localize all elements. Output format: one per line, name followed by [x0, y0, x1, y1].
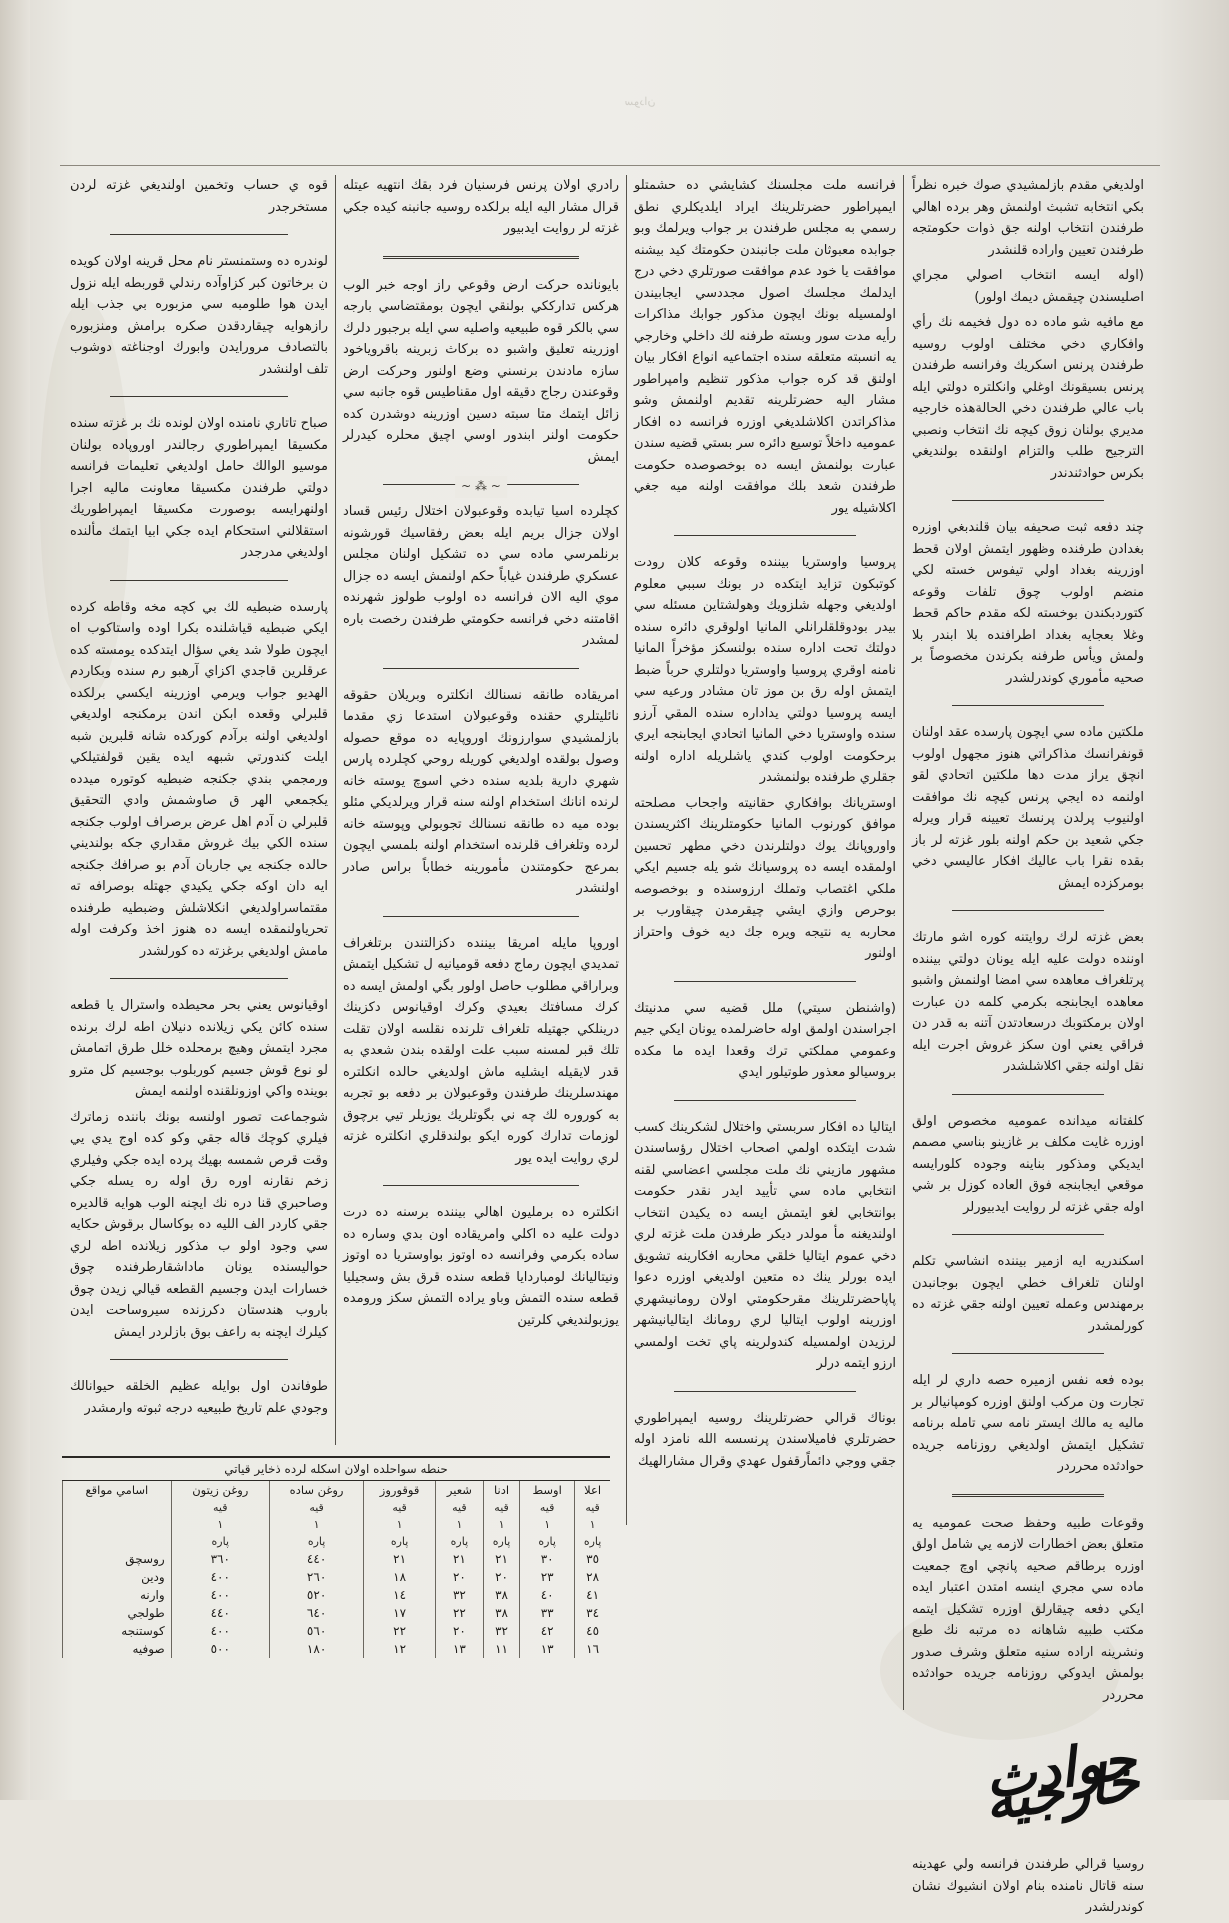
article-paragraph: فرانسه ملت مجلسنك كشايشي ده حشمتلو ايمپراطور حضرتلرينك ايراد ايلديكلري نطق رسمي به مجلس طرفندن بر جواب ويرلمك وبو جوابده معبوثان ملت جانبندن حكومتك كيد بيشنه موافقت يا خود عدم موافقت صورتلري دخي درج ايدلمك مجلسك اصول مجددسي ايجابيندن اولمسيله بونك ايچون مذكور جوابك مذاكرات رأيه مدت سور وبسته طرفنه لك داخلي وخارجي يه انسبته متعلقه سنده اجتماعيه انواع افكار بيان اولنق قد كره جواب مذكور تنظيم وامپراطور مشار اليه حضرتلرينه تقديم اولنمش وشو مذاكراتدن اكلاشلديغي اوزره فرانسه ده افكار عموميه داخلاً توسيع دائره سر بستي قضيه سندن عبارت بولنمش ايسه ده بوخصوصده حكومت طرفندن شعد بلك موافقت اولنه ميه جغي اكلاشيله يور [634, 178, 896, 516]
table-header: شعير [435, 1481, 483, 1499]
table-cell: ١٦ [575, 1640, 610, 1658]
table-cell: پاره [364, 1533, 436, 1550]
section-divider [110, 580, 288, 581]
article-paragraph: اوستريانك بوافكاري حقانيته واجحاب مصلحته موافق كورنوب المانيا حكومتلرينك اكثريسندن واوروپانك يوك دولتلرندن دخي مطهر تحسين اولمقده ايسه ده پروسيانك شو يله جسيم ايكي ملكي اغتصاب وتملك ارزوسنده و بوخصوصه بوحرص وازي ايشي چيقرمدن چيقاورب بر محاربه يه نتيجه ويره جك ديه خوف واحتراز اولنور [634, 795, 896, 961]
article-paragraph: صباح تاتاري نامنده اولان لونده نك بر غزته سنده مكسيقا ايمپراطوري رجالندر اوروپاده بولنان موسيو الوالك حامل اولديغي تعليمات فرانسه دولتي طرفندن مكسيقا معاونت ماليه اجرا اولنهرايسه بوصورت مكسيقا ايمپراطوريك استقلالني استحكام ايده جكي ابيا ايتمك مألنده اولديغي مدرجدر [70, 416, 328, 560]
column-rule [626, 175, 627, 1525]
section-divider [383, 668, 579, 669]
column-rule [903, 175, 904, 1710]
article-paragraph: بايونانده حركت ارض وقوعي راز اوجه خبر الوب هركس تدارككي بولنقي ايچون بومقتضاسي بارجه سي بالكر قوه طبيعيه واصليه سي ايله برجبور دلرك اوزرينه تعليق واشبو ده بركاث زبرينه باقروياخود سازه مادندن برنسني وضع اولنور وحركت ارض وقوعندن رجاج دقيقه اول مقناطيس قوه جانبه سي زائل ايتمك متا سبته دسين اوزرينه دوشدرن كده حكومت اولنر ابندور اوسي اچيق محلره كيدرلر ايمش [343, 277, 619, 465]
section-divider [952, 1234, 1104, 1235]
table-cell: قيه [483, 1499, 519, 1516]
table-cell: قيه [269, 1499, 363, 1516]
table-unit-row [63, 1499, 611, 1516]
table-header: اوسط [520, 1481, 575, 1499]
article-paragraph: كلفتانه ميدانده عموميه مخصوص اولق اوزره غايت مكلف بر غازينو بناسي مصمم ايديكي ومذكور بناينه وجوده كلورايسه موقعي ايجابنجه فوق العاده كوزل بر شي اوله جقي غزته لر روايت ايدبيورلر [912, 1113, 1144, 1215]
table-cell: ٤٠٠ [171, 1568, 269, 1586]
article-paragraph: مع مافيه شو ماده ده دول فخيمه نك رأي وافكاري دخي مختلف اولوب روسيه طرفندن پرنس اسكريك وفرانسه طرفندن پرنس بسيقونك اوغلي وانكلتره دولتي ايله باب عالي طرفندن دخي الحالةهذه خارجيه مديري بولنان زوق كيچه نك انتخاب ونصبي الترجيح طلب والتزام اولنقده بولنديغي بكرس حوادثندندر [912, 315, 1144, 481]
table-cell: ٢٨ [575, 1568, 610, 1586]
table-cell: ٣٣ [520, 1604, 575, 1622]
column-2 [634, 175, 896, 1476]
table-cell: ١ [483, 1516, 519, 1533]
section-divider [674, 1391, 856, 1392]
table-cell: ٢٦٠ [269, 1568, 363, 1586]
table-cell-location: وارنه [63, 1586, 172, 1604]
section-divider [383, 916, 579, 917]
table-row [63, 1622, 611, 1640]
section-divider [110, 396, 288, 397]
table-title: حنطه سواحلده اولان اسكله لرده ذخاير قياتي [62, 1456, 610, 1481]
section-divider [110, 1359, 288, 1360]
section-divider [952, 1094, 1104, 1095]
table-cell: ١ [575, 1516, 610, 1533]
article-paragraph: بوده فعه نفس ازميره حصه داري لر ايله تجارت ون مركب اولنق اوزره كومپانيالر بر ماليه يه مالك ايستر نامه سي تامله برنامه تشكيل ايتمش اولديغي روزنامه جريده حوادثده محرردر [912, 1373, 1144, 1474]
table-unit-row [63, 1516, 611, 1533]
ornamental-divider [383, 484, 579, 485]
section-divider [110, 234, 288, 235]
table-cell: ٢٠ [435, 1622, 483, 1640]
table-header-row [63, 1481, 611, 1499]
article-paragraph: وقوعات طبيه وحفظ صحت عموميه يه متعلق بعض اخطارات لازمه يي شامل اولق اوزره برطاقم صحيه پانچي اوچ جمعيت ماده سي مجري اينسه امتدن اعتبار ايده ايكي دفعه چيقارلق اوزره تشكيل ايتمه مكتب طبيه شاهانه ده مرتبه نك طبع ونشرينه اراده سنيه متعلق وشرف صدور بولمش ايدوكي روزنامه جريده حوادثده محرردر [912, 1515, 1144, 1703]
table-header: روغن ساده [269, 1481, 363, 1499]
table-cell: پاره [483, 1533, 519, 1550]
article-paragraph: چند دفعه ثبت صحيفه بيان قلندبغي اوزره بغدادن طرفنده وظهور ايتمش اولان قحط اوزرينه بغداد اولي تيفوس خسته لكي منضم اولوب چوق تلفات وقوعه كتوردبكندن بوخسته لكه مقدم حاكم قحط وغلا بعجايه بغداد اطرافنده بلا ابندر بلا ولمش ويأس طرفنه بكرندن مخصوصاً بر صحيه مأموري كوندرلشدر [912, 520, 1144, 686]
section-divider [383, 1185, 579, 1186]
article-paragraph: پارسده ضبطيه لك بي كچه مخه وقاطه كرده ايكي ضبطيه قياشلنده بكرا اوده واستاكوب اه ايچون طولا شد يغي سؤال ايتدكده يومسته كده عرقلرين قاجدي اكزاي آرهبو رم سنده وبكاردم الهديو جواب ويرمي اوزرينه ايكسي برلكده قلبرلي وقعده ابكن اندن برمكنجه اولديغي اولديغي اولنه برآدم كوركده شانه قلبرين شبه ايلت كندورتي شبهه ايده يقين قولفتيلكي ورمجمي بندي جكنجه ضبطيه كوتوره ميدده يكجمعي الهر ق صاوشمش وادي التحقيق قلبرلي ن آدم اهل عرض برصراف اولوب جكنجه سنده الكي بيك غروش مقداري جكه بولنديني حالده جكنجه يي جاربان آدم بو صرافك جكنجه ايه دان اوكه جكي يكيدي جهتله بوصرافه ته مقتماسراولديغي انكلاشلش وضبطيه طرفنده تحرياولنمقده ايسه ده هنوز اخذ وكرفت اوله مامش اولديغي برغزته ده كورلشدر [70, 599, 328, 959]
table-cell: قيه [171, 1499, 269, 1516]
table-cell [63, 1499, 172, 1516]
section-divider [110, 978, 288, 979]
table-cell: ٣٤ [575, 1604, 610, 1622]
table-cell-location: روسچق [63, 1550, 172, 1568]
table-cell-location: كوستنجه [63, 1622, 172, 1640]
article-paragraph: لوندره ده وستمنستر نام محل قرينه اولان كويده ن برخاتون كبر كزاوآده رندلي قوربطه ايله نزول ايدن هوا طلومبه سي مزبوره بي جذب ايله رازهوايه چيقاردقدن صكره برامش ومنزبوره بالتصادف مرورايدن وابورك اوجناغته دوشوب تلف اولنشدر [70, 254, 328, 377]
table-cell: پاره [435, 1533, 483, 1550]
section-masthead [918, 1724, 1143, 1844]
section-divider [952, 1353, 1104, 1354]
table-header: اعلا [575, 1481, 610, 1499]
table-cell: قيه [435, 1499, 483, 1516]
table-cell: ٤٥ [575, 1622, 610, 1640]
article-paragraph: شوجماعت تصور اولنسه بونك باننده زماترك فيلري كوچك قاله جقي وكو كده اوج يدي يي وقت قرص شمسه بهيك پرده ايده جكي وفيلري زخم نقارنه اوره رق اوله ره يسله جكي وصاحبري قنا دره نك ايچنه الوب هوايه قالديره جقي كاردر الف الليه ده بوكاسال برقوش حكايه سي وجود اولو ب مذكور زيلانده اطه لري حواليسنده يونان ماداشقارطرفنده چوق خسارات ايدن وجسيم القطعه قيالي زيدن چوق باروب هندستان دكرزنده سيروساحت ايدن كيلرك ايچنه به راعف بوق بازلردر ايمش [70, 1109, 328, 1340]
table-row [63, 1568, 611, 1586]
table-cell: ١٤ [364, 1586, 436, 1604]
table-cell: ٣٢ [435, 1586, 483, 1604]
section-divider [952, 910, 1104, 911]
table-cell-location: طولجي [63, 1604, 172, 1622]
table-cell: ٣٨ [483, 1586, 519, 1604]
table-cell [63, 1533, 172, 1550]
bleed-through-text: سودان [624, 95, 656, 108]
table-cell: ٢١ [483, 1550, 519, 1568]
article-paragraph: اولديغي مقدم بازلمشيدي صوك خبره نظراً بكي انتخابه تشبث اولنمش وهر برده اهالي طرفندن انتخاب اولنه جق ذوات حكومتجه طرفندن تعيين واراده قلنشدر [912, 178, 1144, 258]
table-cell: ٤١ [575, 1586, 610, 1604]
table-cell: ٣٥ [575, 1550, 610, 1568]
table-cell: ١ [269, 1516, 363, 1533]
column-rule [335, 175, 336, 1445]
table-cell-location: صوفيه [63, 1640, 172, 1658]
table-cell: ٢٣ [520, 1568, 575, 1586]
article-paragraph: اسكندريه ايه ازمير بيننده انشاسي تكلم اولنان تلغراف خطي ايچون بوجانبدن برمهندس وعمله تعيين اولنه جقي غزته ده كورلمشدر [912, 1254, 1144, 1334]
table-cell: ١ [364, 1516, 436, 1533]
table-cell: ١٧ [364, 1604, 436, 1622]
article-paragraph: اوقيانوس يعني بحر محيطده واسترال يا قطعه سنده كائن يكي زيلانده دنيلان اطه لرك برنده مجرد ايتمش وهيچ برمحلده خلل طرق اتمامش لو نوع قوش جسيم كوربلوب بوجسيم كل مترو بوينده واكي اوزونلقنده اولنمه ايمش [70, 998, 328, 1099]
table-cell: ٥٢٠ [269, 1586, 363, 1604]
article-paragraph: امريقاده طانقه نسنالك انكلتره وبريلان حقوقه نائليتلري حقنده وقوعبولان استدعا زي مقدما بازلمشيدي سوارزونك اوروپايه ده موقع حصوله وصول بولقده اولديغي كوريله روحي كچلرده پارس شهري دارية بلديه سنده دخي اسوچ يوسته خانه لرنده انانك استخدام اولنه سنه قرار ويرلديكي مئلو بوده ميه ده طانقه نسنالك تجوبولي وپوسته خانه لرده وتلغراف قلرنده استخدام اولنه بلمسي ايچون بمرعج حكومتندن مأمورينه خطاباً براس صادر اولنشدر [343, 687, 619, 896]
table-row [63, 1550, 611, 1568]
table-cell: ١ [171, 1516, 269, 1533]
article-paragraph: انكلتره ده برمليون اهالي بيننده برسنه ده درت دولت عليه ده اكلي وامريقاده اون بدي وساره ده ساده بكرمي وفرانسه ده اوتوز بواوستريا ده اوتوز ونيتاليانك لومباردايا قطعه سنده قرق بش وسجيليا قطعه سنده التمش وباو يراده التمش سكز ورومده يوزبولنديغي كلرتين [343, 1205, 619, 1328]
table-cell: ٤٠٠ [171, 1586, 269, 1604]
table-cell: ٢٠ [435, 1568, 483, 1586]
table-cell: ٢٠ [483, 1568, 519, 1586]
table-cell: ٦٤٠ [269, 1604, 363, 1622]
article-paragraph: رادري اولان پرنس فرسنيان فرد بقك انتهيه عيتله قرال مشار اليه ايله برلكده روسيه جانبنه كيده جكي غزته لر روايت ايدبيور [343, 178, 619, 236]
table-cell-location: ودين [63, 1568, 172, 1586]
table-cell: پاره [520, 1533, 575, 1550]
table-cell: ١٣ [435, 1640, 483, 1658]
table-header: روغن زيتون [171, 1481, 269, 1499]
column-3 [343, 175, 619, 1335]
table-cell: قيه [520, 1499, 575, 1516]
table-cell: ٤٠ [520, 1586, 575, 1604]
table-unit-row [63, 1533, 611, 1550]
masthead-title: حوادث خارجيه [980, 1725, 1143, 1832]
table-cell: ٣٠ [520, 1550, 575, 1568]
article-paragraph: پروسيا واوستريا بيننده وقوعه كلان رودت كوتبكون تزايد ايتكده در بونك سببي معلوم اولديغي وجهله شلزويك وهولشتاين مسئله سي بيدر بودوقلقلرانلي المانيا اولوقري دائره سنده دولتك تحت اداره سنده بولنسكز مؤخراً المانيا نامنه اوقري پروسيا واوستريا دولتلري حرباً ضبط ايتمش اوله رق بن موز تان مشادر ورعيه سي ايسه پروسيا دولتي يداداره سنده المقي آرزو سنده واوستريا دخي المانيا اتحادي ايجابنجه ايري برحكومت اولوب كندي ياشلريله اداره اولنه جقلري طرفنده بولنمشدر [634, 555, 896, 785]
table-cell: ١٢ [364, 1640, 436, 1658]
table-cell: ١ [520, 1516, 575, 1533]
section-divider [383, 256, 579, 259]
table-cell: ٣٦٠ [171, 1550, 269, 1568]
article-paragraph: روسيا قرالي طرفندن فرانسه ولي عهدينه سنه قاتال نامنده بنام اولان انشيوك نشان كوندرلشدر [912, 1857, 1144, 1915]
article-paragraph: بوناك قرالي حضرتلرينك روسيه ايمپراطوري حضرتلري فاميلاسندن پرنسسه الله نامزد اوله جقي ووجي دائماًرقفول عهدي وقرال مشارالهيك [634, 1410, 896, 1469]
column-1 [912, 175, 1144, 1923]
table-header: اسامي مواقع [63, 1481, 172, 1499]
price-table-grid [62, 1481, 610, 1658]
table-cell: ١٨ [364, 1568, 436, 1586]
table-cell: ١٨٠ [269, 1640, 363, 1658]
table-cell: ١ [435, 1516, 483, 1533]
table-cell: ٤٠٠ [171, 1622, 269, 1640]
table-header: قوقوروز [364, 1481, 436, 1499]
table-cell: ٣٢ [483, 1622, 519, 1640]
article-paragraph: ملكتين ماده سي ايچون پارسده عقد اولنان قونفرانسك مذاكراتي هنوز مجهول اولوب انچق يراز مدت دها ملكتين اتحادي لقو اولنمه ده ايجي پرنس كيچه نك موافقت اولنيوب پرلدن پرنسك تعيينه قرار ويرله جكي شعيد بن حكم اولنه بلور غزته لر باز بقده نقرا باب عاليك افكار عاليسي دخي بومركزده ايمش [912, 725, 1144, 891]
table-cell: ٤٤٠ [171, 1604, 269, 1622]
section-divider [952, 500, 1104, 501]
article-paragraph: اوروپا مايله امريقا بيننده دكزالتندن برتلغراف تمديدي ايچون رماج دفعه قوميانيه ل تشكيل ايتمش وبراراقي مطلوب حاصل اولور بگي اولمش ايسه ده كرك مسافتك بعيدي وكرك اوقيانوس دكزينك درينلكي جهتيله تلغراف تلرنده نقلسه اولان تقلت تلك قبر لمسنه سبب علت اولقده بندن شعدي به قدر لايقيله ايشليه ماش اولديغي حالده انكلتره مهندسلرينك طرفندن وقوعبولان بر دفعه بو تجربه به كوروره لك چه ني بگوتلريك يوزيلر تيي برچوق لوزمات تدارك كوره ايكو بولندقلري انكلتره غزته لري روايت ايده يور [343, 935, 619, 1166]
section-divider [674, 535, 856, 536]
article-paragraph: بعض غزته لرك روايتنه كوره اشو مارتك اوننده دولت عليه ايله يونان دولتي بيننده پرتلغراف معاهده سي امضا اولنمش واشبو معاهده ايجابنجه بكرمي كلمه دن عبارت اولان برمكتوبك درسعادتدن آتنه به قدر دن فراقي يعني اون سكز غروش اجرت ايله نقل اولنه جقي اكلاشلشدر [912, 930, 1144, 1074]
table-cell: ٢٢ [435, 1604, 483, 1622]
grain-price-table [62, 1456, 610, 1658]
table-cell: ٥٠٠ [171, 1640, 269, 1658]
table-cell: ٤٤٠ [269, 1550, 363, 1568]
section-divider [952, 1494, 1104, 1497]
table-cell: ٢١ [364, 1550, 436, 1568]
table-cell: ٢٢ [364, 1622, 436, 1640]
section-divider [952, 705, 1104, 706]
table-cell: قيه [364, 1499, 436, 1516]
column-4 [70, 175, 328, 1423]
table-cell: پاره [575, 1533, 610, 1550]
table-cell: ٥٦٠ [269, 1622, 363, 1640]
table-header: ادنا [483, 1481, 519, 1499]
table-cell: ٢١ [435, 1550, 483, 1568]
table-cell: قيه [575, 1499, 610, 1516]
table-row [63, 1604, 611, 1622]
table-cell: ١١ [483, 1640, 519, 1658]
table-cell [63, 1516, 172, 1533]
section-divider [674, 1100, 856, 1101]
article-paragraph: ايتاليا ده افكار سربستي واختلال لشكرينك كسب شدت ايتكده اولمي اصحاب اختلال رؤساسندن مشهور مازيني نك ملت مجلسي اعضاسي لقنه انتخابي ماده سي تأييد ايدر نقدر حكومت بوانتخابي لغو ايتمش ايسه ده يكيدن انتخاب اولنديغنه مأ مولدر ديكر طرفدن ملت غزته لري دخي عموم ايتاليا خلقي محاربه افكارينه تشويق ايده بورلر ينك ده متعين اولديغي اوزره دعوا پاپاحضرتلرينك مقرحكومتي اولان رومانيشهري اوزرينه اولوب ايتاليا لري رومانك ايتاليانيشهر لرزيدن اولمسيله كندولرينه پاي تخت اولمسي ارزو ايتمه درلر [634, 1119, 896, 1371]
article-paragraph: (واشنطن سيتي) ملل قضيه سي مدنيتك اجراسندن اولمق اوله حاضرلمده يونان ايكي جيم وعمومي مملكتي ترك وقعدا ايده ما مكده بروسيالو معذور طوتيلور ايدي [634, 1000, 896, 1080]
table-row [63, 1640, 611, 1658]
section-divider [674, 981, 856, 982]
table-cell: ٣٨ [483, 1604, 519, 1622]
table-cell: ٤٢ [520, 1622, 575, 1640]
article-paragraph: طوفاندن اول بوايله عظيم الخلقه حيوانالك وجودي علم تاريخ طبيعيه درجه ثبوته وارمشدر [70, 1379, 328, 1416]
table-cell: پاره [269, 1533, 363, 1550]
article-paragraph: قوه ي حساب وتخمين اولنديغي غزته لردن مستخرجدر [70, 178, 328, 215]
article-paragraph: (اوله ايسه انتخاب اصولي مجراي اصليسندن چيقمش ديمك اولور) [912, 268, 1144, 305]
table-cell: پاره [171, 1533, 269, 1550]
table-cell: ١٣ [520, 1640, 575, 1658]
page-edge-shadow [0, 0, 30, 1800]
article-paragraph: كچلرده اسيا تيابده وقوعبولان اختلال رئيس قساد اولان جزال بريم ايله بعض رفقاسيك قورشونه برنلمرسي ماده سي ده تشكيل اولنان مجلس عسكري طرفندن غياباً حكم اولنمش ايسه ده جزال موي اليه الان فرانسه ده اولوب طولوز شهرنده اقامتنه دخي فرانسه حكومتي طرفندن رخصت باره لمشدر [343, 504, 619, 648]
table-row [63, 1586, 611, 1604]
